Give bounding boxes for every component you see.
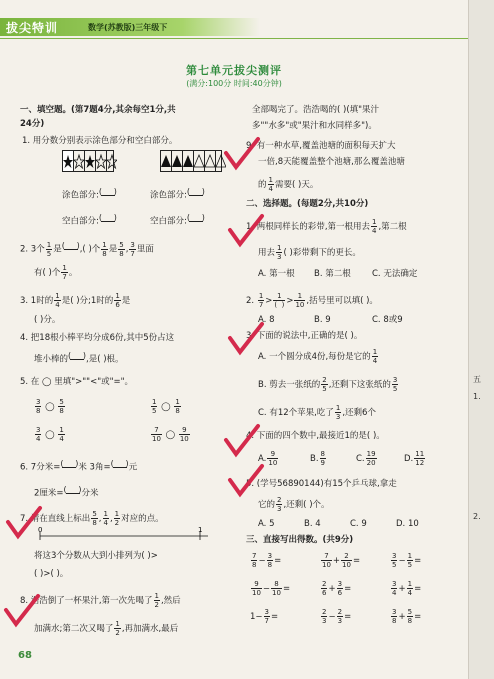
choice-3-option-c[interactable]: C. 有12个苹果,吃了 $\frac{1}{3}$ ,还剩6个 bbox=[258, 404, 376, 421]
choice-3-option-b[interactable]: B. 剪去一张纸的 $\frac{2}{5}$ ,还剩下这张纸的 $\frac{3}{5}$ bbox=[258, 376, 398, 393]
number-line[interactable] bbox=[38, 526, 218, 546]
calc-9[interactable]: $\frac{3}{8}$ + $\frac{5}{8}$ = bbox=[392, 608, 422, 625]
compare-4[interactable]: $\frac{7}{10}$ ◯ $\frac{9}{10}$ bbox=[152, 426, 189, 443]
choice-3: 3. 下面的说法中,正确的是( )。 bbox=[246, 331, 363, 341]
question-9-end: 的 $\frac{1}{4}$ 需要( )天。 bbox=[258, 176, 319, 193]
choice-5-option-d[interactable]: D. 10 bbox=[396, 519, 419, 529]
choice-2-option-a[interactable]: A. 8 bbox=[258, 315, 275, 325]
question-5: 5. 在 ◯ 里填">""<"或"="。 bbox=[20, 377, 134, 387]
next-page-text-2: 1. bbox=[473, 392, 481, 401]
calc-6[interactable]: $\frac{3}{4}$ + $\frac{1}{4}$ = bbox=[392, 580, 422, 597]
question-7-order: 将这3个分数从大到小排列为( )> bbox=[34, 551, 158, 561]
check-mark-icon bbox=[226, 320, 266, 360]
choice-4: 4. 下面的四个数中,最接近1的是( )。 bbox=[246, 431, 385, 441]
calc-8[interactable]: $\frac{2}{3}$ − $\frac{2}{3}$ = bbox=[322, 608, 352, 625]
star-figure bbox=[62, 150, 114, 172]
check-mark-icon bbox=[226, 462, 266, 502]
check-mark-icon bbox=[226, 212, 266, 252]
question-2: 2. 3个 $\frac{1}{5}$ 是( ) ,( )个 $\frac{1}{8}$ 是 $\frac{5}{8}$ , $\frac{3}{7}$ 里面 bbox=[20, 240, 154, 258]
triangle-figure bbox=[160, 150, 222, 172]
page-header bbox=[0, 0, 468, 44]
section-2-heading: 二、选择题。(每题2分,共10分) bbox=[246, 199, 369, 209]
choice-1: 1. 两根同样长的彩带,第一根用去 $\frac{1}{4}$ ,第二根 bbox=[246, 218, 407, 235]
calc-1[interactable]: $\frac{7}{8}$ − $\frac{3}{8}$ = bbox=[252, 552, 282, 569]
svg-text:1: 1 bbox=[198, 526, 203, 534]
calc-3[interactable]: $\frac{3}{5}$ − $\frac{1}{5}$ = bbox=[392, 552, 422, 569]
q1-blank-label-2: 空白部分:( ) bbox=[150, 212, 205, 230]
question-9-cont: 一倍,8天能覆盖整个池塘,那么覆盖池塘 bbox=[258, 157, 405, 167]
header-rule bbox=[0, 38, 468, 39]
question-6-cont: 2厘米=( ) 分米 bbox=[34, 484, 99, 502]
next-page-text-1: 五 bbox=[473, 375, 481, 384]
question-4: 4. 把18根小棒平均分成6份,其中5份占这 bbox=[20, 333, 175, 343]
next-page-edge bbox=[468, 0, 494, 679]
section-1-heading: 一、填空题。(第7题4分,其余每空1分,共 bbox=[20, 105, 176, 115]
calc-2[interactable]: $\frac{7}{10}$ + $\frac{2}{10}$ = bbox=[322, 552, 361, 569]
page-subtitle: (满分:100分 时间:40分钟) bbox=[186, 79, 282, 88]
question-8: 8. 浩浩倒了一杯果汁,第一次先喝了 $\frac{1}{2}$ ,然后 bbox=[20, 592, 181, 609]
question-9: 9. 有一种水草,覆盖池塘的面积每天扩大 bbox=[246, 141, 396, 151]
svg-text:0: 0 bbox=[38, 526, 43, 534]
question-3: 3. 1时的 $\frac{1}{4}$ 是( )分;1时的 $\frac{1}{6}$ 是 bbox=[20, 292, 131, 309]
next-page-text-3: 2. bbox=[473, 512, 481, 521]
question-2-cont: 有( )个 $\frac{1}{7}$ 。 bbox=[34, 264, 78, 281]
compare-1[interactable]: $\frac{3}{8}$ ◯ $\frac{5}{8}$ bbox=[36, 398, 64, 415]
calc-4[interactable]: $\frac{9}{10}$ − $\frac{8}{10}$ = bbox=[252, 580, 291, 597]
check-mark-icon bbox=[222, 422, 262, 462]
calc-5[interactable]: $\frac{2}{6}$ + $\frac{3}{6}$ = bbox=[322, 580, 352, 597]
choice-5-option-c[interactable]: C. 9 bbox=[350, 519, 367, 529]
question-8-end-cont: 多""水多"或"果汁和水同样多")。 bbox=[252, 121, 377, 131]
choice-2-option-c[interactable]: C. 8或9 bbox=[372, 315, 403, 325]
q1-blank-label-1: 空白部分:( ) bbox=[62, 212, 117, 230]
question-7: 7. 请在直线上标出 $\frac{5}{8}$ , $\frac{1}{4}$ , $\frac{1}{2}$ 对应的点。 bbox=[20, 510, 164, 527]
page-title: 第七单元拔尖测评 bbox=[186, 64, 282, 77]
brand-label: 拔尖特训 bbox=[6, 21, 59, 35]
section-3-heading: 三、直接写出得数。(共9分) bbox=[246, 535, 354, 545]
choice-3-option-a[interactable]: A. 一个圆分成4份,每份是它的 $\frac{1}{4}$ bbox=[258, 348, 378, 365]
q1-shaded-label-1: 涂色部分:( ) bbox=[62, 186, 117, 204]
choice-5-option-a[interactable]: A. 5 bbox=[258, 519, 275, 529]
check-mark-icon bbox=[2, 592, 42, 632]
choice-2-option-b[interactable]: B. 9 bbox=[314, 315, 331, 325]
question-3-cont: ( )分。 bbox=[34, 315, 61, 325]
choice-5-cont: 它的 $\frac{2}{3}$ ,还剩( )个。 bbox=[258, 496, 330, 513]
choice-4-option-a[interactable]: A. $\frac{9}{10}$ bbox=[258, 450, 278, 467]
calc-7[interactable]: 1− $\frac{3}{7}$ = bbox=[250, 608, 279, 625]
check-mark-icon bbox=[222, 135, 262, 175]
compare-2[interactable]: $\frac{1}{5}$ ◯ $\frac{1}{8}$ bbox=[152, 398, 180, 415]
choice-1-option-b[interactable]: B. 第二根 bbox=[314, 269, 351, 279]
subject-label: 数学(苏教版)三年级下 bbox=[88, 23, 168, 32]
page-number: 68 bbox=[18, 650, 32, 661]
question-7-order-cont: ( )>( )。 bbox=[34, 569, 69, 579]
choice-2: 2. $\frac{1}{7}$ > $\frac{1}{( )}$ > $\frac{1}{10}$ ,括号里可以填( )。 bbox=[246, 292, 378, 309]
choice-1-cont: 用去 $\frac{1}{3}$ ( )彩带剩下的更长。 bbox=[258, 244, 361, 261]
choice-5: 5. (学号56890144)有15个乒乓球,拿走 bbox=[246, 479, 397, 489]
choice-5-option-b[interactable]: B. 4 bbox=[304, 519, 321, 529]
choice-4-option-c[interactable]: C. $\frac{19}{20}$ bbox=[356, 450, 376, 467]
choice-1-option-a[interactable]: A. 第一根 bbox=[258, 269, 295, 279]
question-6: 6. 7分米=( ) 米 3角=( ) 元 bbox=[20, 458, 137, 476]
choice-1-option-c[interactable]: C. 无法确定 bbox=[372, 269, 418, 279]
choice-4-option-d[interactable]: D. $\frac{11}{12}$ bbox=[404, 450, 425, 467]
q1-shaded-label-2: 涂色部分:( ) bbox=[150, 186, 205, 204]
question-8-end: 全部喝完了。浩浩喝的( )(填"果汁 bbox=[252, 105, 380, 115]
question-4-cont: 堆小棒的( ) ,是( )根。 bbox=[34, 350, 124, 368]
check-mark-icon bbox=[4, 504, 44, 544]
question-1: 1. 用分数分别表示涂色部分和空白部分。 bbox=[22, 136, 178, 146]
section-1-heading-cont: 24分) bbox=[20, 119, 45, 129]
compare-3[interactable]: $\frac{3}{4}$ ◯ $\frac{1}{4}$ bbox=[36, 426, 64, 443]
choice-4-option-b[interactable]: B. $\frac{8}{9}$ bbox=[310, 450, 326, 467]
question-8-cont: 加满水;第二次又喝了 $\frac{1}{2}$ ,再加满水,最后 bbox=[34, 620, 179, 637]
